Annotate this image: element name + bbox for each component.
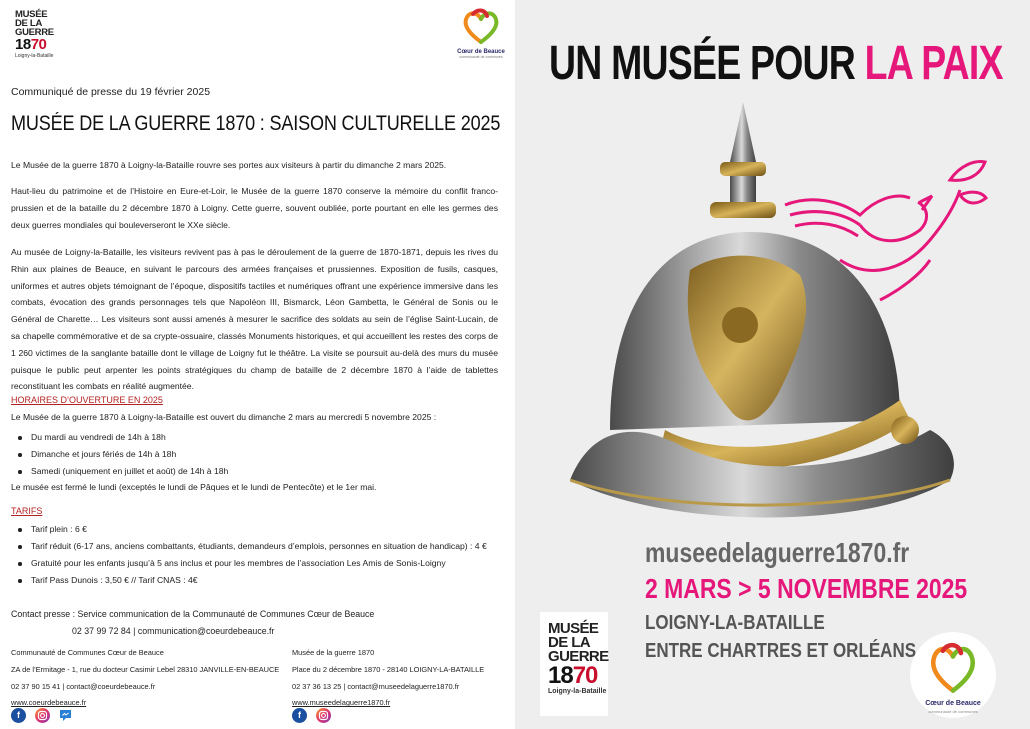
logo-subtitle: Loigny-la-Bataille <box>548 688 607 695</box>
headline-part: UN MUSÉE POUR <box>549 37 865 90</box>
instagram-icon[interactable] <box>35 708 50 723</box>
headline-accent: LA PAIX <box>864 37 1003 90</box>
logo-line: GUERRE <box>15 27 54 38</box>
musee-logo <box>15 10 55 59</box>
poster-musee-logo <box>540 612 608 716</box>
logo-year: 1870 <box>15 36 47 53</box>
helmet-image <box>570 100 985 530</box>
section-title-horaires: HORAIRES D’OUVERTURE EN 2025 <box>11 395 163 405</box>
logo-line: DE LA <box>548 634 591 651</box>
address-street: Place du 2 décembre 1870 - 28140 LOIGNY-LA-BATAILLE <box>292 664 485 674</box>
poster-headline <box>549 36 1003 91</box>
facebook-icon[interactable]: f <box>11 708 26 723</box>
poster-dates: 2 MARS > 5 NOVEMBRE 2025 <box>645 573 968 604</box>
list-item: Tarif plein : 6 € <box>14 521 487 538</box>
paragraph-visit: Au musée de Loigny-la-Bataille, les visiteurs revivent pas à pas le déroulement de la guerre de 1870-1871, depuis les rives du Rhin aux plaines de Beauce, en suivant le parcours des armées françaises et prussiennes. Exposition de fusils, casques, uniformes et autres objets témoignant de l’époque, dispositifs tactiles et numériques offrant une expérience immersive dans les combats, évocation des grands personnages tels que Napoléon III, Bismarck, Léon Gambetta, le Général de Sonis ou le Général de Charette… Les visiteurs sont aussi amenés à mesurer le sacrifice des soldats au sein de l’église Saint-Lucain, de sa chapelle commémorative et de sa crypte-ossuaire, classés Monuments historiques, et qui accueillent les restes des corps de 1 260 victimes de la sanglante bataille dont le village de Loigny fut le théâtre. La visite se poursuit au-delà des murs du musée puisque le public peut arpenter les points stratégiques du champ de bataille de 2 décembre 1870 à l’aide de tablettes reconstituant les combats en réalité augmentée. <box>11 247 498 392</box>
instagram-icon[interactable] <box>316 708 331 723</box>
coeur-logo-name: Cœur de Beauce <box>457 49 505 55</box>
poster-location: LOIGNY-LA-BATAILLE <box>645 612 825 634</box>
website-link[interactable]: www.coeurdebeauce.fr <box>11 698 87 708</box>
address-musee <box>292 645 484 712</box>
horaires-list <box>14 429 228 480</box>
press-contact: Contact presse : Service communication de la Communauté de Communes Cœur de Beauce <box>11 609 375 619</box>
list-item: Samedi (uniquement en juillet et août) de 14h à 18h <box>14 463 228 480</box>
logo-line: MUSÉE <box>15 9 48 20</box>
logo-year: 1870 <box>548 662 598 689</box>
list-item: Tarif réduit (6-17 ans, anciens combattants, étudiants, demandeurs d’emplois, personnes en situation de handicap) : 4 € <box>14 538 487 555</box>
coeur-logo-name: Cœur de Beauce <box>925 700 981 707</box>
logo-line: MUSÉE <box>548 620 599 637</box>
paragraph-history: Haut-lieu du patrimoine et de l’Histoire en Eure-et-Loir, le Musée de la guerre 1870 conserve la mémoire du conflit franco-prussien et de la bataille du 2 décembre 1870 à Loigny. Cette guerre, souvent oubliée, porte pourtant en elle les germes des deux guerres mondiales qui bouleverseront le XXe siècle. <box>11 186 498 230</box>
heart-logo-icon <box>928 640 978 698</box>
dove-icon <box>780 150 990 310</box>
list-item: Du mardi au vendredi de 14h à 18h <box>14 429 228 446</box>
logo-subtitle: Loigny-la-Bataille <box>15 53 54 59</box>
address-street: ZA de l’Ermitage - 1, rue du docteur Casimir Lebel 28310 JANVILLE-EN-BEAUCE <box>11 664 280 674</box>
list-item: Tarif Pass Dunois : 3,50 € // Tarif CNAS : 4€ <box>14 572 487 589</box>
coeur-logo-tagline: communauté de communes <box>928 709 978 714</box>
list-item: Gratuité pour les enfants jusqu’à 5 ans inclus et pour les membres de l’association Les Amis de Sonis-Loigny <box>14 555 487 572</box>
logo-line: DE LA <box>15 18 43 29</box>
address-communaute <box>11 645 279 712</box>
address-name: Communauté de Communes Cœur de Beauce <box>11 648 164 657</box>
section-title-tarifs: TARIFS <box>11 506 43 516</box>
horaires-intro: Le Musée de la guerre 1870 à Loigny-la-Bataille est ouvert du dimanche 2 mars au mercredi 5 novembre 2025 : <box>11 412 437 422</box>
poster-url: museedelaguerre1870.fr <box>645 537 910 568</box>
closing-days: Le musée est fermé le lundi (exceptés le lundi de Pâques et le lundi de Pentecôte) et le 1er mai. <box>11 482 377 492</box>
list-item: Dimanche et jours fériés de 14h à 18h <box>14 446 228 463</box>
poster-coeur-logo <box>910 632 996 718</box>
poster-location-detail: ENTRE CHARTRES ET ORLÉANS <box>645 640 917 662</box>
facebook-icon[interactable]: f <box>292 708 307 723</box>
page-title: MUSÉE DE LA GUERRE 1870 : SAISON CULTURELLE 2025 <box>11 112 501 135</box>
heart-logo-icon <box>459 8 503 46</box>
paragraph-intro: Le Musée de la guerre 1870 à Loigny-la-Bataille rouvre ses portes aux visiteurs à partir du dimanche 2 mars 2025. <box>11 160 447 170</box>
coeur-logo-tagline: communauté de communes <box>459 55 503 59</box>
coeur-de-beauce-logo <box>457 8 505 59</box>
tarifs-list <box>14 521 487 589</box>
address-name: Musée de la guerre 1870 <box>292 648 375 657</box>
messenger-icon[interactable] <box>58 708 73 723</box>
address-phone: 02 37 36 13 25 | contact@museedelaguerre1870.fr <box>292 681 460 691</box>
poster-panel <box>515 0 1030 729</box>
logo-line: GUERRE <box>548 648 609 665</box>
press-contact-details: 02 37 99 72 84 | communication@coeurdebeauce.fr <box>72 626 275 636</box>
press-release-date: Communiqué de presse du 19 février 2025 <box>11 86 211 98</box>
address-phone: 02 37 90 15 41 | contact@coeurdebeauce.fr <box>11 681 156 691</box>
website-link[interactable]: www.museedelaguerre1870.fr <box>292 698 391 708</box>
